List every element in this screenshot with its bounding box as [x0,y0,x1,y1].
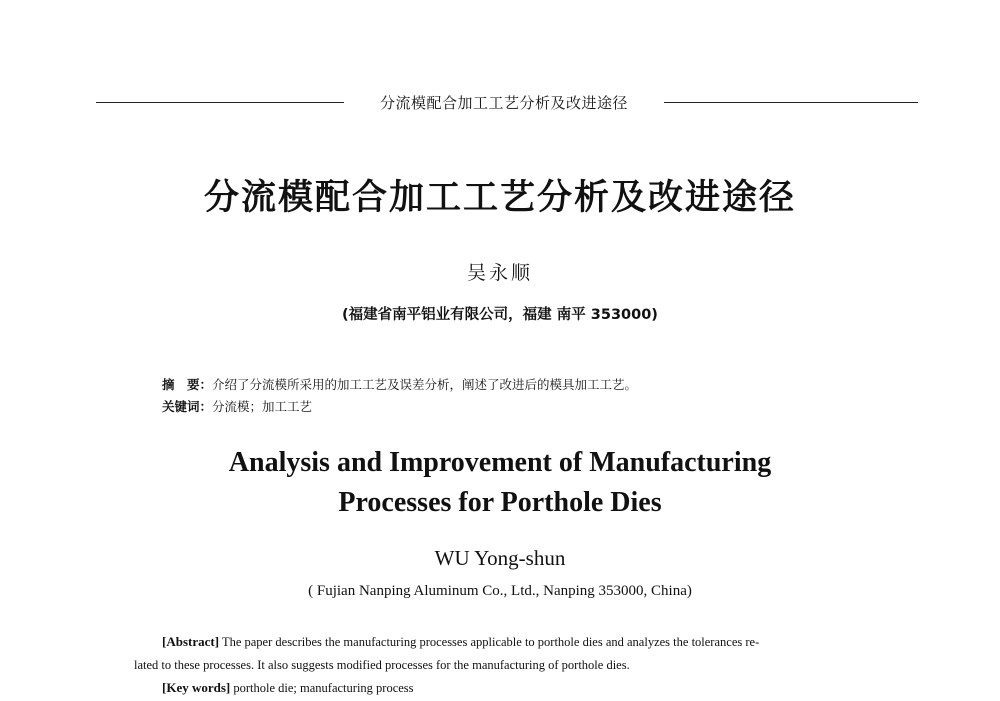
chinese-affiliation: (福建省南平铝业有限公司，福建 南平 353000) [342,307,658,323]
chinese-keywords-text: 分流模；加工工艺 [212,399,313,414]
chinese-abstract-block [162,374,882,418]
english-title-line1: Analysis and Improvement of Manufacturing [228,447,772,478]
chinese-title: 分流模配合加工工艺分析及改进途径 [203,177,796,218]
chinese-abstract-text: 介绍了分流模所采用的加工工艺及误差分析，阐述了改进后的模具加工工艺。 [212,377,638,392]
chinese-keywords [162,396,882,418]
running-header [96,92,918,112]
header-rule-right [664,102,918,103]
english-affiliation: ( Fujian Nanping Aluminum Co., Ltd., Nanping 353000, China) [308,583,692,599]
english-keywords-label: [Key words] [162,680,231,695]
english-keywords [162,680,882,696]
english-abstract-line2: lated to these processes. It also suggests modified processes for the manufacturing of porthole dies. [134,658,630,672]
chinese-abstract [162,374,882,396]
english-abstract-line1 [134,630,894,654]
english-abstract-text-1: The paper describes the manufacturing processes applicable to porthole dies and analyzes the tolerances re- [221,635,760,649]
header-rule-left [96,102,344,103]
english-title [0,443,1000,523]
running-header-title: 分流模配合加工工艺分析及改进途径 [379,94,628,112]
english-title-line2: Processes for Porthole Dies [338,487,662,518]
chinese-abstract-label: 摘 要： [162,377,213,392]
english-abstract [134,630,894,677]
chinese-author: 吴永顺 [466,262,533,284]
english-author: WU Yong-shun [434,546,566,570]
english-abstract-label: [Abstract] [162,634,220,649]
chinese-keywords-label: 关键词： [162,399,213,414]
english-keywords-text: porthole die; manufacturing process [233,681,414,695]
